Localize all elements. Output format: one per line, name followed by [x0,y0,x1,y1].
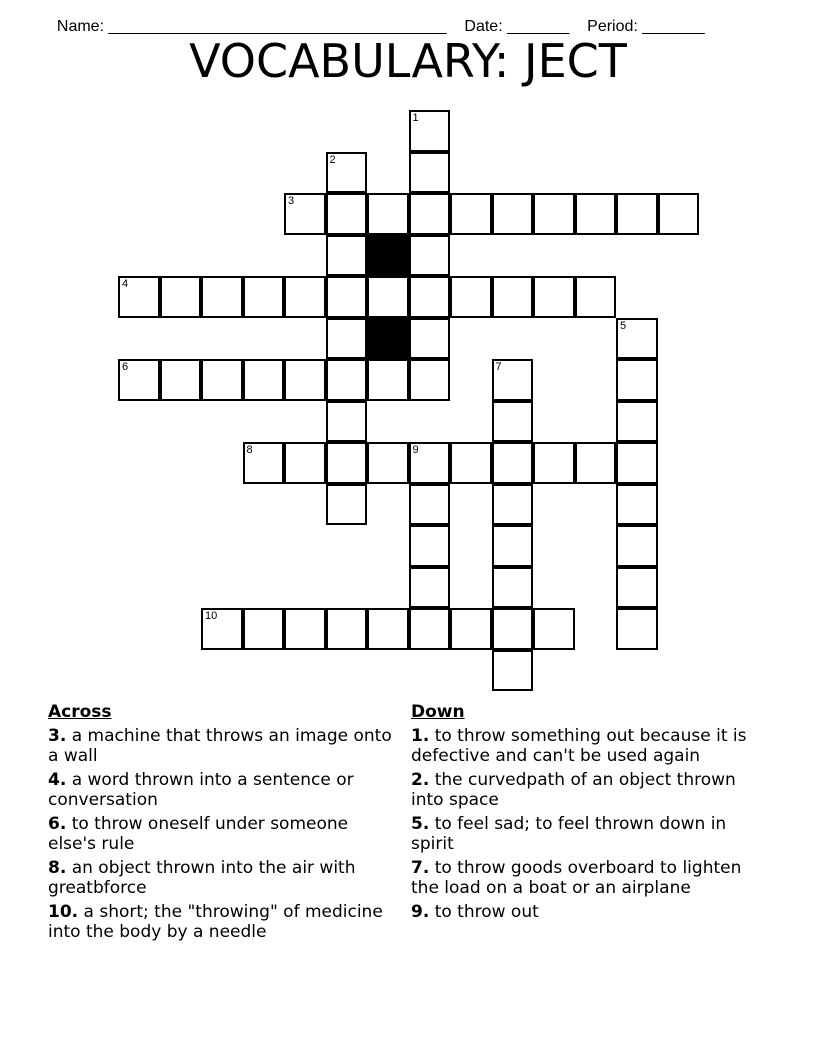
across-heading: Across [48,702,112,722]
clue-text: an object thrown into the air with greatbforce [48,858,356,898]
grid-cell[interactable] [409,484,451,526]
grid-cell[interactable] [326,276,368,318]
grid-cell[interactable] [409,235,451,277]
clue-item [48,770,393,810]
grid-cell[interactable] [367,193,409,235]
clue-item [48,726,393,766]
grid-cell[interactable] [284,276,326,318]
grid-cell[interactable] [450,276,492,318]
grid-cell[interactable] [118,359,160,401]
grid-cell[interactable] [243,276,285,318]
clue-item [48,858,393,898]
across-clue-list [48,726,393,942]
grid-block [367,318,409,360]
grid-cell[interactable] [201,359,243,401]
clue-number: 2 [329,153,336,166]
clue-text: to throw something out because it is defective and can't be used again [411,726,747,766]
clue-text: a machine that throws an image onto a wall [48,726,392,766]
grid-cell[interactable] [326,484,368,526]
clue-number: 4 [122,278,129,290]
grid-cell[interactable] [326,442,368,484]
grid-cell[interactable] [409,110,451,152]
grid-cell[interactable] [616,525,658,567]
clue-number: 3. [48,726,67,746]
grid-cell[interactable] [616,608,658,650]
grid-cell[interactable] [616,359,658,401]
grid-cell[interactable] [450,193,492,235]
grid-cell[interactable] [284,608,326,650]
grid-cell[interactable] [409,276,451,318]
grid-cell[interactable] [367,608,409,650]
grid-cell[interactable] [160,276,202,318]
page-title: VOCABULARY: JECT [189,34,627,88]
grid-cell[interactable] [616,401,658,443]
grid-cell[interactable] [492,401,534,443]
grid-cell[interactable] [492,608,534,650]
grid-cell[interactable] [492,525,534,567]
clue-text: the curvedpath of an object thrown into space [411,770,736,810]
grid-cell[interactable] [533,608,575,650]
clue-number: 5. [411,814,430,834]
clue-number: 10. [48,902,79,922]
grid-cell[interactable] [616,193,658,235]
date-field-label[interactable]: Date: _______ [464,18,570,35]
clue-number: 9. [411,902,430,922]
clue-text: a word thrown into a sentence or conversation [48,770,354,810]
grid-cell[interactable] [533,442,575,484]
grid-cell[interactable] [492,567,534,609]
grid-cell[interactable] [492,484,534,526]
clue-item [411,770,771,810]
clue-item [48,902,393,942]
grid-cell[interactable] [326,193,368,235]
clue-item [411,814,771,854]
clue-number: 6. [48,814,67,834]
grid-cell[interactable] [658,193,700,235]
grid-cell[interactable] [533,193,575,235]
clue-text: a short; the "throwing" of medicine into the body by a needle [48,902,383,942]
clue-text: to throw oneself under someone else's rule [48,814,349,854]
grid-cell[interactable] [243,442,285,484]
grid-cell[interactable] [326,359,368,401]
clue-number: 7. [411,858,430,878]
grid-cell[interactable] [409,193,451,235]
clue-item [48,814,393,854]
grid-cell[interactable] [450,608,492,650]
grid-cell[interactable] [409,359,451,401]
grid-cell[interactable] [118,276,160,318]
grid-cell[interactable] [616,442,658,484]
clue-item [411,858,771,898]
grid-cell[interactable] [492,193,534,235]
grid-cell[interactable] [243,608,285,650]
grid-cell[interactable] [616,484,658,526]
clue-text: to throw out [429,902,539,922]
clue-number: 8. [48,858,67,878]
grid-cell[interactable] [326,318,368,360]
grid-cell[interactable] [450,442,492,484]
grid-cell[interactable] [492,359,534,401]
grid-cell[interactable] [326,152,368,194]
across-clues [48,702,393,946]
clue-number: 6 [122,361,129,373]
clue-item [411,726,771,766]
clue-number: 9 [412,444,419,456]
clue-number: 2. [411,770,430,790]
grid-cell[interactable] [616,318,658,360]
clue-number: 10 [205,610,218,622]
grid-block [367,235,409,277]
grid-cell[interactable] [201,608,243,650]
grid-cell[interactable] [367,442,409,484]
clue-number: 1. [411,726,430,746]
grid-cell[interactable] [409,442,451,484]
clue-number: 7 [495,361,502,373]
clue-number: 8 [246,444,253,456]
clue-number: 1 [412,112,419,124]
grid-cell[interactable] [492,650,534,692]
name-field-label[interactable]: Name: ______________________________________ [56,18,447,35]
grid-cell[interactable] [492,276,534,318]
grid-cell[interactable] [326,608,368,650]
grid-cell[interactable] [326,235,368,277]
grid-cell[interactable] [492,442,534,484]
period-field-label[interactable]: Period: _______ [587,18,705,35]
grid-cell[interactable] [409,318,451,360]
grid-cell[interactable] [409,152,451,194]
grid-cell[interactable] [160,359,202,401]
down-heading: Down [411,702,465,722]
clue-number: 5 [620,319,627,332]
grid-cell[interactable] [367,359,409,401]
grid-cell[interactable] [409,608,451,650]
grid-cell[interactable] [284,359,326,401]
grid-cell[interactable] [575,193,617,235]
grid-cell[interactable] [409,567,451,609]
grid-cell[interactable] [409,525,451,567]
grid-cell[interactable] [284,442,326,484]
grid-cell[interactable] [533,276,575,318]
clue-text: to throw goods overboard to lighten the load on a boat or an airplane [411,858,742,898]
grid-cell[interactable] [243,359,285,401]
grid-cell[interactable] [201,276,243,318]
clue-item [411,902,771,922]
down-clues [411,702,771,926]
grid-cell[interactable] [575,276,617,318]
clue-number: 4. [48,770,67,790]
grid-cell[interactable] [367,276,409,318]
grid-cell[interactable] [326,401,368,443]
clue-number: 3 [288,195,295,207]
down-clue-list [411,726,771,922]
clue-text: to feel sad; to feel thrown down in spirit [411,814,727,854]
grid-cell[interactable] [616,567,658,609]
grid-cell[interactable] [575,442,617,484]
grid-cell[interactable] [284,193,326,235]
